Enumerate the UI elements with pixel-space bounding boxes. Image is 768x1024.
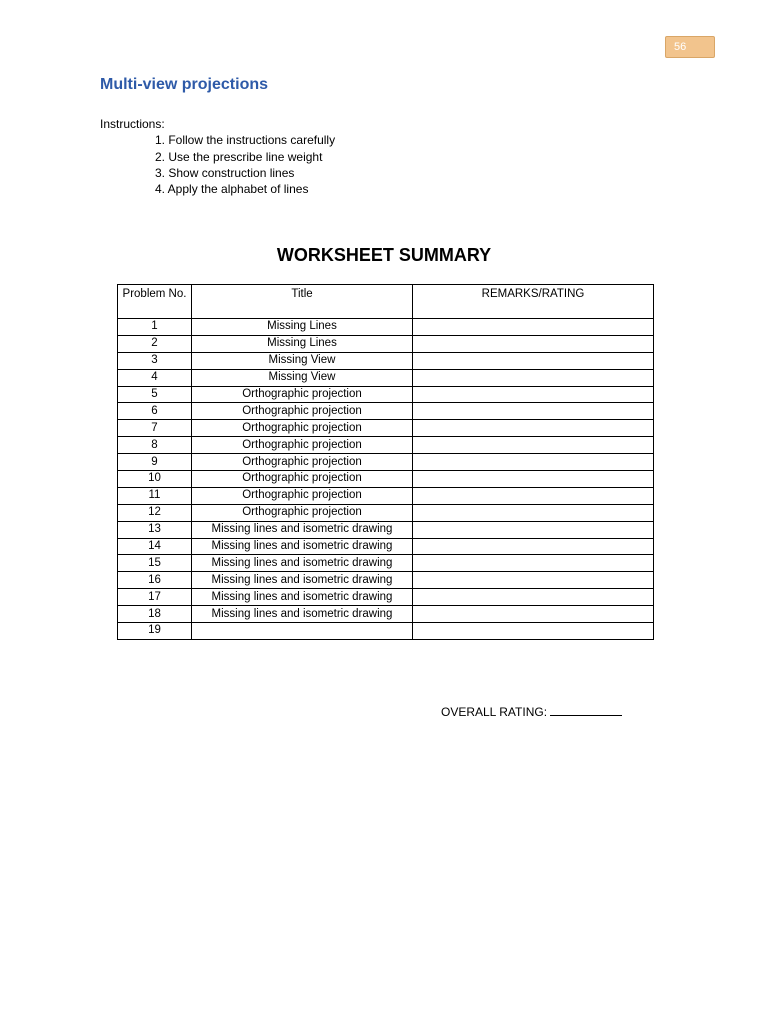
worksheet-title: WORKSHEET SUMMARY — [276, 245, 492, 265]
instruction-item: 2. Use the prescribe line weight — [155, 149, 323, 164]
cell-problem-no: 16 — [118, 572, 192, 589]
page-heading: Multi-view projections — [100, 76, 269, 93]
page-number: 56 — [674, 41, 687, 53]
cell-remarks[interactable] — [413, 538, 654, 555]
cell-problem-no: 18 — [118, 606, 192, 623]
cell-remarks[interactable] — [413, 369, 654, 386]
cell-problem-no: 11 — [118, 487, 192, 504]
cell-problem-no: 8 — [118, 437, 192, 454]
table-row — [118, 606, 654, 623]
table-row — [118, 538, 654, 555]
header-problem-no: Problem No. — [118, 285, 192, 319]
table-row — [118, 521, 654, 538]
cell-title: Missing Lines — [192, 319, 413, 336]
cell-remarks[interactable] — [413, 352, 654, 369]
table-row — [118, 369, 654, 386]
cell-problem-no: 19 — [118, 623, 192, 640]
table-row — [118, 386, 654, 403]
cell-problem-no: 5 — [118, 386, 192, 403]
cell-remarks[interactable] — [413, 386, 654, 403]
cell-title: Orthographic projection — [192, 454, 413, 471]
cell-problem-no: 1 — [118, 319, 192, 336]
table-header-row — [118, 285, 654, 319]
table-body — [118, 319, 654, 640]
cell-remarks[interactable] — [413, 454, 654, 471]
cell-remarks[interactable] — [413, 521, 654, 538]
instruction-item: 3. Show construction lines — [155, 165, 295, 180]
cell-remarks[interactable] — [413, 487, 654, 504]
cell-problem-no: 4 — [118, 369, 192, 386]
cell-title: Missing lines and isometric drawing — [192, 521, 413, 538]
table-row — [118, 352, 654, 369]
instruction-item: 4. Apply the alphabet of lines — [155, 182, 309, 197]
cell-problem-no: 14 — [118, 538, 192, 555]
table-row — [118, 403, 654, 420]
cell-title: Missing Lines — [192, 335, 413, 352]
instructions-block — [100, 116, 335, 197]
cell-remarks[interactable] — [413, 437, 654, 454]
cell-title: Orthographic projection — [192, 471, 413, 488]
cell-title: Missing lines and isometric drawing — [192, 606, 413, 623]
cell-remarks[interactable] — [413, 471, 654, 488]
table-row — [118, 504, 654, 521]
cell-remarks[interactable] — [413, 623, 654, 640]
cell-remarks[interactable] — [413, 572, 654, 589]
worksheet-summary-table — [117, 284, 654, 640]
cell-problem-no: 2 — [118, 335, 192, 352]
header-remarks: REMARKS/RATING — [413, 285, 654, 319]
cell-remarks[interactable] — [413, 555, 654, 572]
cell-problem-no: 12 — [118, 504, 192, 521]
cell-title: Orthographic projection — [192, 386, 413, 403]
cell-problem-no: 6 — [118, 403, 192, 420]
cell-remarks[interactable] — [413, 606, 654, 623]
cell-title: Missing lines and isometric drawing — [192, 589, 413, 606]
overall-rating-label: OVERALL RATING: — [441, 705, 548, 719]
table-row — [118, 555, 654, 572]
cell-problem-no: 17 — [118, 589, 192, 606]
overall-rating-blank[interactable] — [550, 704, 622, 716]
cell-remarks[interactable] — [413, 589, 654, 606]
cell-remarks[interactable] — [413, 319, 654, 336]
header-title: Title — [192, 285, 413, 319]
table-row — [118, 437, 654, 454]
cell-title: Missing lines and isometric drawing — [192, 538, 413, 555]
table-row — [118, 623, 654, 640]
cell-title: Missing lines and isometric drawing — [192, 555, 413, 572]
table-row — [118, 572, 654, 589]
table-row — [118, 420, 654, 437]
cell-title: Orthographic projection — [192, 504, 413, 521]
cell-remarks[interactable] — [413, 420, 654, 437]
cell-problem-no: 3 — [118, 352, 192, 369]
cell-title: Orthographic projection — [192, 403, 413, 420]
cell-title: Orthographic projection — [192, 420, 413, 437]
cell-title: Missing View — [192, 369, 413, 386]
cell-remarks[interactable] — [413, 403, 654, 420]
cell-title: Orthographic projection — [192, 437, 413, 454]
cell-title: Missing View — [192, 352, 413, 369]
cell-title — [192, 623, 413, 640]
table-row — [118, 319, 654, 336]
cell-problem-no: 15 — [118, 555, 192, 572]
cell-remarks[interactable] — [413, 335, 654, 352]
table-row — [118, 454, 654, 471]
instruction-item: 1. Follow the instructions carefully — [155, 133, 336, 148]
cell-problem-no: 9 — [118, 454, 192, 471]
table-row — [118, 589, 654, 606]
cell-problem-no: 13 — [118, 521, 192, 538]
cell-problem-no: 10 — [118, 471, 192, 488]
overall-rating — [441, 704, 622, 719]
page-number-badge — [665, 36, 715, 58]
table-row — [118, 471, 654, 488]
cell-problem-no: 7 — [118, 420, 192, 437]
cell-title: Orthographic projection — [192, 487, 413, 504]
cell-remarks[interactable] — [413, 504, 654, 521]
cell-title: Missing lines and isometric drawing — [192, 572, 413, 589]
instructions-label: Instructions: — [100, 117, 165, 131]
table-row — [118, 335, 654, 352]
table-row — [118, 487, 654, 504]
instructions-list — [100, 132, 335, 197]
